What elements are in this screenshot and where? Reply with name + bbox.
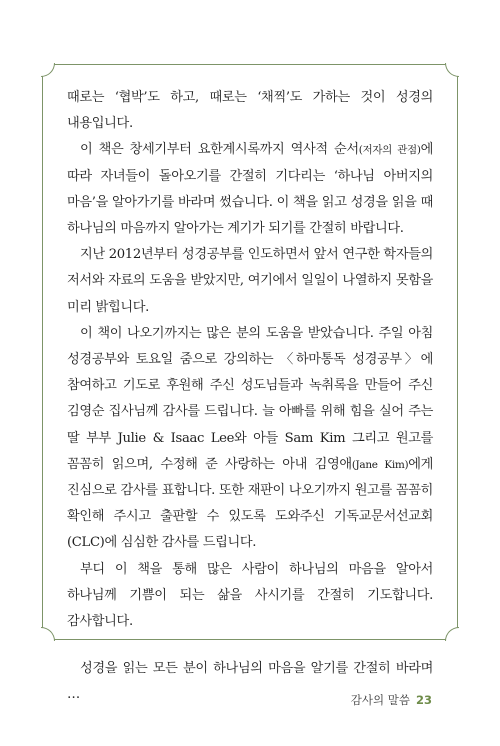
paragraph-1: 때로는 ‘협박’도 하고, 때로는 ‘채찍’도 가하는 것이 성경의 내용입니다. [67,90,433,132]
paragraph-4-note: (Jane Kim) [351,458,409,471]
frame-corner-top-right [445,63,459,77]
paragraph-2-note: (저자의 관점) [358,144,421,157]
paragraph-2 [67,137,433,242]
paragraph-4 [67,321,433,557]
body-text [67,85,433,709]
frame-corner-bottom-right [445,627,459,641]
paragraph-3: 지난 2012년부터 성경공부를 인도하면서 앞서 연구한 학자들의 저서와 자료의 도움을 받았지만, 여기에서 일일이 나열하지 못함을 미리 밝힙니다. [67,247,433,315]
frame-corner-bottom-left [41,627,55,641]
paragraph-4-part-b: 에게 진심으로 감사를 표합니다. 또한 재판이 나오기까지 원고를 꼼꼼히 확인해 주시고 출판할 수 있도록 도와주신 기독교문서선교회(CLC)에 심심한 감사를 드립니다. [67,456,433,551]
page-number: 23 [415,693,432,707]
paragraph-4-part-a: 이 책이 나오기까지는 많은 분의 도움을 받았습니다. 주일 아침 성경공부와 토요일 줌으로 강의하는 〈하마통독 성경공부〉에 참여하고 기도로 후원해 주신 성도님들과 녹취록을 만들어 주신 김영순 집사님께 감사를 드립니다. 늘 아빠를 위해 힘을 실어 주는 딸 부부 Julie & Isaac Lee와 아들 Sam Kim 그리고 원고를 꼼꼼히 읽으며, 수정해 준 사랑하는 아내 김영애 [67,325,433,472]
section-title: 감사의 말씀 [350,693,410,707]
paragraph-2-part-a: 이 책은 창세기부터 요한계시록까지 역사적 순서 [80,142,359,158]
closing-line: 성경을 읽는 모든 분이 하나님의 마음을 알기를 간절히 바라며 … [67,661,433,703]
paragraph-2-part-b: 에 따라 자녀들이 돌아오기를 간절히 기다리는 ‘하나님 아버지의 마음’을 알아가기를 바라며 썼습니다. 이 책을 읽고 성경을 읽을 때 하나님의 마음까지 알아가는 계기가 되기를 간절히 바랍니다. [67,142,433,237]
paragraph-5: 부디 이 책을 통해 많은 사람이 하나님의 마음을 알아서 하나님께 기쁨이 되는 삶을 사시기를 간절히 기도합니다. 감사합니다. [67,561,433,630]
frame-corner-top-left [41,63,55,77]
page-footer [0,692,432,708]
